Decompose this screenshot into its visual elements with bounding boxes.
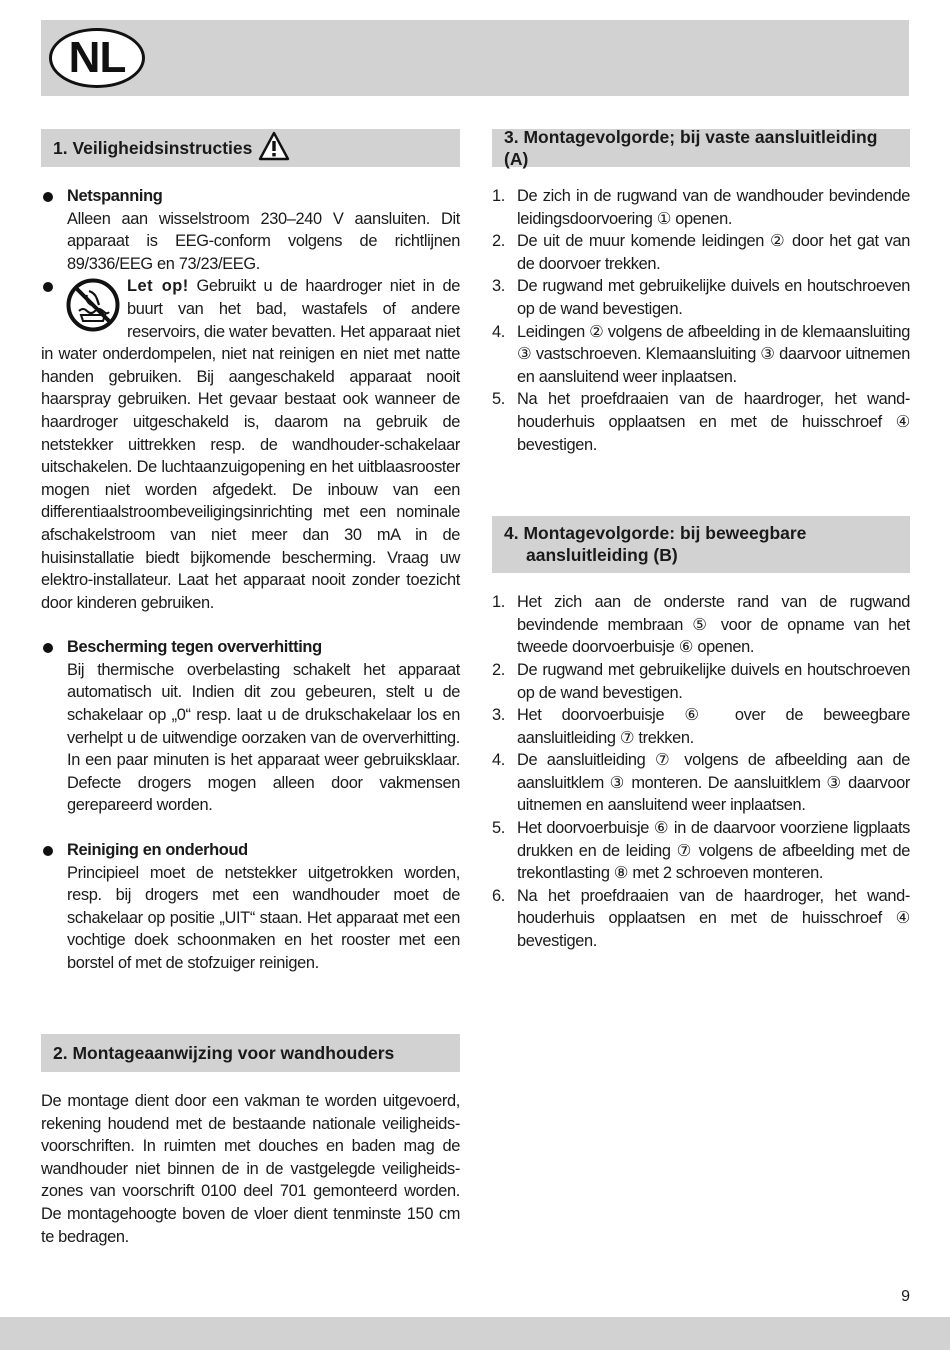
letop-block bbox=[41, 275, 460, 614]
list-item bbox=[492, 230, 910, 275]
step-number: 3. bbox=[492, 277, 505, 296]
step-number: 2. bbox=[492, 660, 505, 679]
step-text: De rugwand met gebruikelijke duivels en houtschroeven op de wand bevestigen. bbox=[517, 277, 910, 318]
section-4-heading bbox=[492, 516, 910, 573]
step-text: Leidingen ② volgens de afbeelding in de klemaansluiting ③ vastschroeven. Klemaansluiting ③ daarvoor uitnemen en aansluitend weer inplaatsen. bbox=[517, 322, 910, 386]
step-text: Het zich aan de onderste rand van de rugwand bevindende membraan ⑤ voor de opname van het tweede doorvoerbuisje ⑥ openen. bbox=[517, 593, 910, 657]
step-number: 5. bbox=[492, 390, 505, 409]
language-badge: NL bbox=[49, 28, 145, 88]
bullet-icon bbox=[43, 192, 53, 202]
bullet-icon bbox=[43, 846, 53, 856]
page-number: 9 bbox=[901, 1288, 910, 1305]
step-text: De rugwand met gebruikelijke duivels en houtschroeven op de wand bevestigen. bbox=[517, 660, 910, 702]
section-4-title-line1: 4. Montagevolgorde: bij beweegbare bbox=[504, 523, 807, 544]
section-2 bbox=[41, 1034, 460, 1248]
warning-triangle-icon bbox=[258, 131, 290, 166]
letop-title: Let op! bbox=[127, 277, 189, 296]
step-text: Na het proefdraaien van de haardroger, het wand-houderhuis opplaatsen en met de huisschroef ④ bevestigen. bbox=[517, 390, 910, 454]
section-2-title: 2. Montageaanwijzing voor wandhouders bbox=[53, 1043, 395, 1063]
step-number: 1. bbox=[492, 593, 505, 612]
netspanning-text: Alleen aan wisselstroom 230–240 V aansluiten. Dit apparaat is EEG-conform volgens de richtlijnen 89/336/EEG en 73/23/EEG. bbox=[67, 209, 460, 273]
section-1-title: 1. Veiligheidsinstructies bbox=[53, 138, 253, 158]
reiniging-text: Principieel moet de netstekker uitgetrokken worden, resp. bij drogers met een wandhouder moet de schakelaar op positie „UIT“ staan. Het apparaat met een vochtige doek schoonmaken en het rooster met een borstel of met de stofzuiger reinigen. bbox=[67, 863, 460, 972]
section-4-title-line2: aansluitleiding (B) bbox=[526, 545, 678, 566]
list-item bbox=[492, 817, 910, 885]
reiniging-title: Reiniging en onderhoud bbox=[67, 841, 248, 860]
list-item bbox=[492, 591, 910, 659]
step-number: 3. bbox=[492, 706, 505, 725]
bescherming-block bbox=[41, 636, 460, 817]
step-text: Na het proefdraaien van de haardroger, het wand-houderhuis opplaatsen en met de huisschroef ④ bevestigen. bbox=[517, 886, 910, 951]
list-item bbox=[492, 185, 910, 230]
netspanning-title: Netspanning bbox=[67, 187, 163, 205]
section-1-heading bbox=[41, 129, 460, 167]
list-item bbox=[492, 704, 910, 749]
step-number: 4. bbox=[492, 322, 505, 341]
footer-bar bbox=[0, 1317, 950, 1350]
step-number: 6. bbox=[492, 886, 505, 905]
list-item bbox=[492, 275, 910, 320]
no-water-prohibition-icon bbox=[65, 277, 121, 333]
step-number: 2. bbox=[492, 232, 505, 251]
right-column bbox=[492, 129, 910, 953]
section-3-heading bbox=[492, 129, 910, 167]
bullet-icon bbox=[43, 282, 53, 292]
step-text: Het doorvoerbuisje ⑥ over de beweegbare aansluitleiding ⑦ trekken. bbox=[517, 706, 910, 747]
bullet-icon bbox=[43, 643, 53, 653]
section-4-steps bbox=[492, 591, 910, 953]
list-item bbox=[492, 885, 910, 953]
left-column bbox=[41, 129, 460, 975]
list-item bbox=[492, 749, 910, 817]
bescherming-title: Bescherming tegen oververhitting bbox=[67, 638, 322, 657]
reiniging-block bbox=[41, 839, 460, 975]
section-2-text: De montage dient door een vakman te worden uitgevoerd, rekening houdend met de bestaande nationale veiligheids-voorschriften. In ruimten met douches en baden mag de wandhouder niet binnen de in de vastgelegde veiligheids-zones van voorschrift 0100 deel 701 gemonteerd worden. De montagehoogte boven de vloer dient tenminste 150 cm te bedragen. bbox=[41, 1092, 460, 1246]
step-number: 5. bbox=[492, 819, 505, 838]
step-text: De zich in de rugwand van de wandhouder bevindende leidingsdoorvoering ① openen. bbox=[517, 187, 910, 228]
step-number: 4. bbox=[492, 751, 505, 770]
step-text: De uit de muur komende leidingen ② door het gat van de doorvoer trekken. bbox=[517, 232, 910, 273]
list-item bbox=[492, 659, 910, 704]
netspanning-block bbox=[41, 185, 460, 275]
header-bar bbox=[41, 20, 909, 96]
section-3-steps bbox=[492, 185, 910, 456]
letop-text: Gebruikt u de haardroger niet in de buurt van het bad, wastafels of andere reservoirs, die water bevatten. Het apparaat niet in water onderdompelen, niet nat reinigen en niet met natte handen gebruiken. Bij aangeschakeld apparaat nooit haarspray gebruiken. Het gevaar bestaat ook wanneer de haardroger uitgeschakeld is, daarom na gebruik de netstekker uittrekken resp. de wandhouder-schakelaar uitschakelen. De luchtaanzuigopening en het uitblaasrooster mogen niet worden afgedekt. De inbouw van een differentiaalstroombeveiligingsinrichting met een nominale afschakelstroom van niet meer dan 30 mA in de huisinstallatie biedt bijkomende bescherming. Vraag uw elektro-installateur. Laat het apparaat nooit zonder toezicht door kinderen gebruiken. bbox=[41, 277, 460, 612]
step-number: 1. bbox=[492, 187, 505, 205]
step-text: Het doorvoerbuisje ⑥ in de daarvoor voorziene ligplaats drukken en de leiding ⑦ volgens de afbeelding met de trekontlasting ⑧ met 2 schroeven monteren. bbox=[517, 819, 910, 883]
section-3-title: 3. Montagevolgorde; bij vaste aansluitleiding (A) bbox=[504, 127, 878, 169]
section-2-heading bbox=[41, 1034, 460, 1072]
bescherming-text: Bij thermische overbelasting schakelt het apparaat automatisch uit. Indien dit zou gebeuren, stelt u de schakelaar op „0“ resp. laat u de drukschakelaar los en verhelpt u de uitwendige oorzaken van de oververhitting. In een paar minuten is het apparaat weer gebruiksklaar. Defecte drogers mogen alleen door vakmensen gerepareerd worden. bbox=[67, 660, 460, 815]
list-item bbox=[492, 388, 910, 456]
step-text: De aansluitleiding ⑦ volgens de afbeelding aan de aansluitklem ③ monteren. De aansluitklem ③ daarvoor uitnemen en aansluitend weer inplaatsen. bbox=[517, 751, 910, 815]
list-item bbox=[492, 321, 910, 389]
